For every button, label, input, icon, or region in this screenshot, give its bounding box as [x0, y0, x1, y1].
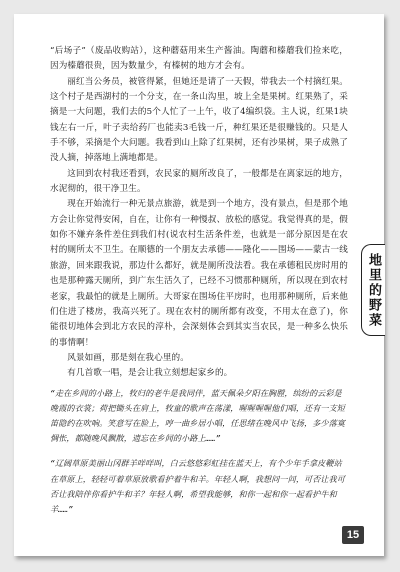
paragraph: 丽红当公务员，被管得紧，但她还是请了一天假，带我去一个村摘红果。这个村子是西湖村的一个分支，在一条山沟里，坡上全是果树。红果熟了，采摘是一大问题，我们去的5个人忙了一上午，收了4编织袋。主人说，红果1块钱左右一斤，叶子卖给药厂也能卖3毛钱一斤，种红果还是很赚钱的。只是人手不够，采摘是个大问题。我看到山上除了红果树，还有沙果树，果子成熟了没人摘，掉落地上满地都是。 [50, 76, 348, 164]
paragraph: 这回到农村我还看到，农民家的厕所改良了，一般都是在离家远的地方，水泥彻的，很干净卫生。 [50, 168, 348, 195]
quote-text: “辽阔草原美丽山冈群羊咩咩叫，白云悠悠彩虹挂在蓝天上，有个少年手拿皮鞭站在草原上，轻轻可着草原放歌看护着牛和羊。年轻人啊，我想问一问，可否让我可否让我陪伴你看护牛和羊？年轻人啊，希望我能够，和你一起和你一起看护牛和羊……” [50, 458, 345, 514]
paragraph: 有几首歌一唱，是会让我立刻想起家乡的。 [67, 368, 233, 379]
chapter-title: 地里的野菜 [366, 252, 381, 328]
page-number: 15 [342, 526, 364, 544]
body-text [50, 44, 348, 517]
paragraph: “后场子”（废品收购站），这种蘑菇用来生产酱油。陶蘑和榛蘑我们捡来吃，因为榛蘑很贵，因为数量少，有榛树的地方才会有。 [50, 46, 348, 72]
paragraph: 现在开始流行一种无景点旅游，就是到一个地方，没有景点，但是那个地方会让你觉得安闲，自在，让你有一种慢叔、放松的感觉。我觉得真的是，假如你不嫌弃条件差住到我们村(说农村生活条件差，也就是一部分原因是在农村的厕所太不卫生。在顺德的一个朋友去承德——隆化——围场——蒙古一线旅游，回来跟我说，那边什么都好，就是厕所没法看。我在承德租民房时用的也是那种露天厕所，到广东生活久了，已经不习惯那种厕所，所以现在到农村老家，我最怕的就是上厕所。大哥家在围场住平房时，也用那种厕所，后来他们住进了楼房，我高兴死了。现在农村的厕所都有改变，不用太在意了)，你能很切地体会到北方农民的淳朴，会深刻体会到其实当农民，是一种多么快乐的事情啊！ [50, 199, 348, 348]
song-lyric-quote [50, 456, 348, 517]
paragraph: 风景如画，那是刻在我心里的。 [67, 352, 189, 363]
song-lyric-quote [50, 386, 348, 447]
quote-text: “走在乡间的小路上，牧归的老牛是我同伴，蓝天佩朵夕阳在胸膛，缤纷的云彩是晚霞的衣裳；荷把锄头在肩上，牧童的歌声在荡漾，喔喔喔喔他们唱，还有一支短笛隐约在吹响。笑意写在脸上，哼一曲乡居小唱，任思绪在晚风中飞扬，多少落寞惆怅，都随晚风飘散，遗忘在乡间的小路上……” [50, 387, 345, 444]
chapter-side-tab [361, 244, 385, 336]
book-page [14, 14, 384, 556]
